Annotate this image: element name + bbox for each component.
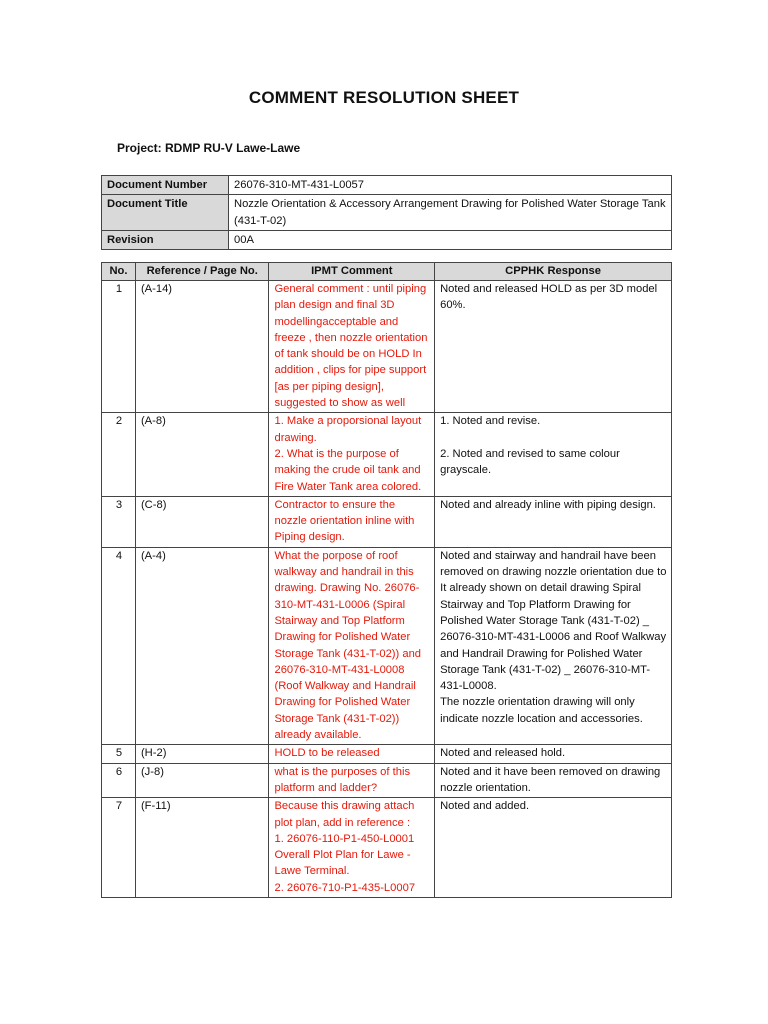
revision-row xyxy=(102,230,672,249)
row-no: 5 xyxy=(102,745,136,763)
col-cpphk-header: CPPHK Response xyxy=(435,263,672,281)
row-no: 3 xyxy=(102,496,136,547)
response-line: Noted and stairway and handrail have been removed on drawing nozzle orientation due to It already shown on detail drawing Spiral Stairway and Top Platform Drawing for Polished Water Storage Tank (431-T-02) _ 26076-310-MT-431-L0006 and Roof Walkway and Handrail Drawing for Polished Water Storage Tank (431-T-02) _ 26076-310-MT-431-L0008. xyxy=(440,549,667,693)
response-line: 1. Noted and revise. xyxy=(440,415,541,428)
row-ref: (A-4) xyxy=(135,547,269,745)
row-no: 2 xyxy=(102,413,136,496)
row-response: Noted and released hold. xyxy=(435,745,672,763)
row-ref: (J-8) xyxy=(135,763,269,798)
col-ref-header: Reference / Page No. xyxy=(135,263,269,281)
table-row xyxy=(102,547,672,745)
response-line: The nozzle orientation drawing will only indicate nozzle location and accessories. xyxy=(440,696,643,725)
comment-line: 1. 26076-110-P1-450-L0001 Overall Plot Plan for Lawe - Lawe Terminal. xyxy=(274,832,415,878)
row-ref: (F-11) xyxy=(135,798,269,898)
row-response: Noted and released HOLD as per 3D model 60%. xyxy=(435,281,672,413)
doc-title-label: Document Title xyxy=(102,195,229,231)
table-header xyxy=(102,263,672,281)
row-no: 4 xyxy=(102,547,136,745)
row-no: 6 xyxy=(102,763,136,798)
comment-line: 1. Make a proporsional layout drawing. xyxy=(274,415,422,444)
comment-line: Because this drawing attach plot plan, add in reference : xyxy=(274,800,415,829)
doc-number-row xyxy=(102,176,672,195)
row-response: Noted and added. xyxy=(435,798,672,898)
row-comment: HOLD to be released xyxy=(269,745,435,763)
col-no-header: No. xyxy=(102,263,136,281)
revision-value: 00A xyxy=(229,230,672,249)
row-no: 1 xyxy=(102,281,136,413)
row-comment: What the porpose of roof walkway and handrail in this drawing. Drawing No. 26076-310-MT-431-L0006 (Spiral Stairway and Top Platform Drawing for Polished Water Storage Tank (431-T-02)) and 26076-310-MT-431-L0008 (Roof Walkway and Handrail Drawing for Polished Water Storage Tank (431-T-02)) already available. xyxy=(269,547,435,745)
table-row xyxy=(102,763,672,798)
row-comment: Contractor to ensure the nozzle orientation inline with Piping design. xyxy=(269,496,435,547)
doc-title-row xyxy=(102,195,672,231)
row-ref: (A-14) xyxy=(135,281,269,413)
response-line: 2. Noted and revised to same colour grayscale. xyxy=(440,447,620,476)
doc-number-value: 26076-310-MT-431-L0057 xyxy=(229,176,672,195)
table-row xyxy=(102,496,672,547)
row-comment xyxy=(269,413,435,496)
table-row xyxy=(102,745,672,763)
col-ipmt-header: IPMT Comment xyxy=(269,263,435,281)
row-no: 7 xyxy=(102,798,136,898)
table-row xyxy=(102,281,672,413)
doc-number-label: Document Number xyxy=(102,176,229,195)
row-comment: General comment : until piping plan design and final 3D modellingacceptable and freeze , then nozzle orientation of tank should be on HOLD In addition , clips for pipe support [as per piping design], suggested to show as well xyxy=(269,281,435,413)
doc-title-value: Nozzle Orientation & Accessory Arrangement Drawing for Polished Water Storage Tank (431-T-02) xyxy=(229,195,672,231)
revision-label: Revision xyxy=(102,230,229,249)
page-title: COMMENT RESOLUTION SHEET xyxy=(248,88,520,107)
comment-line: 2. What is the purpose of making the crude oil tank and Fire Water Tank area colored. xyxy=(274,447,422,493)
row-response: Noted and it have been removed on drawing nozzle orientation. xyxy=(435,763,672,798)
row-ref: (H-2) xyxy=(135,745,269,763)
row-comment: what is the purposes of this platform and ladder? xyxy=(269,763,435,798)
document-info-table xyxy=(101,175,672,250)
row-ref: (C-8) xyxy=(135,496,269,547)
table-row xyxy=(102,413,672,496)
comments-table xyxy=(101,262,672,898)
row-response xyxy=(435,547,672,745)
project-name: Project: RDMP RU-V Lawe-Lawe xyxy=(117,141,301,155)
comment-line: 2. 26076-710-P1-435-L0007 xyxy=(274,881,416,894)
row-response xyxy=(435,413,672,496)
row-response: Noted and already inline with piping design. xyxy=(435,496,672,547)
row-ref: (A-8) xyxy=(135,413,269,496)
row-comment xyxy=(269,798,435,898)
table-row xyxy=(102,798,672,898)
